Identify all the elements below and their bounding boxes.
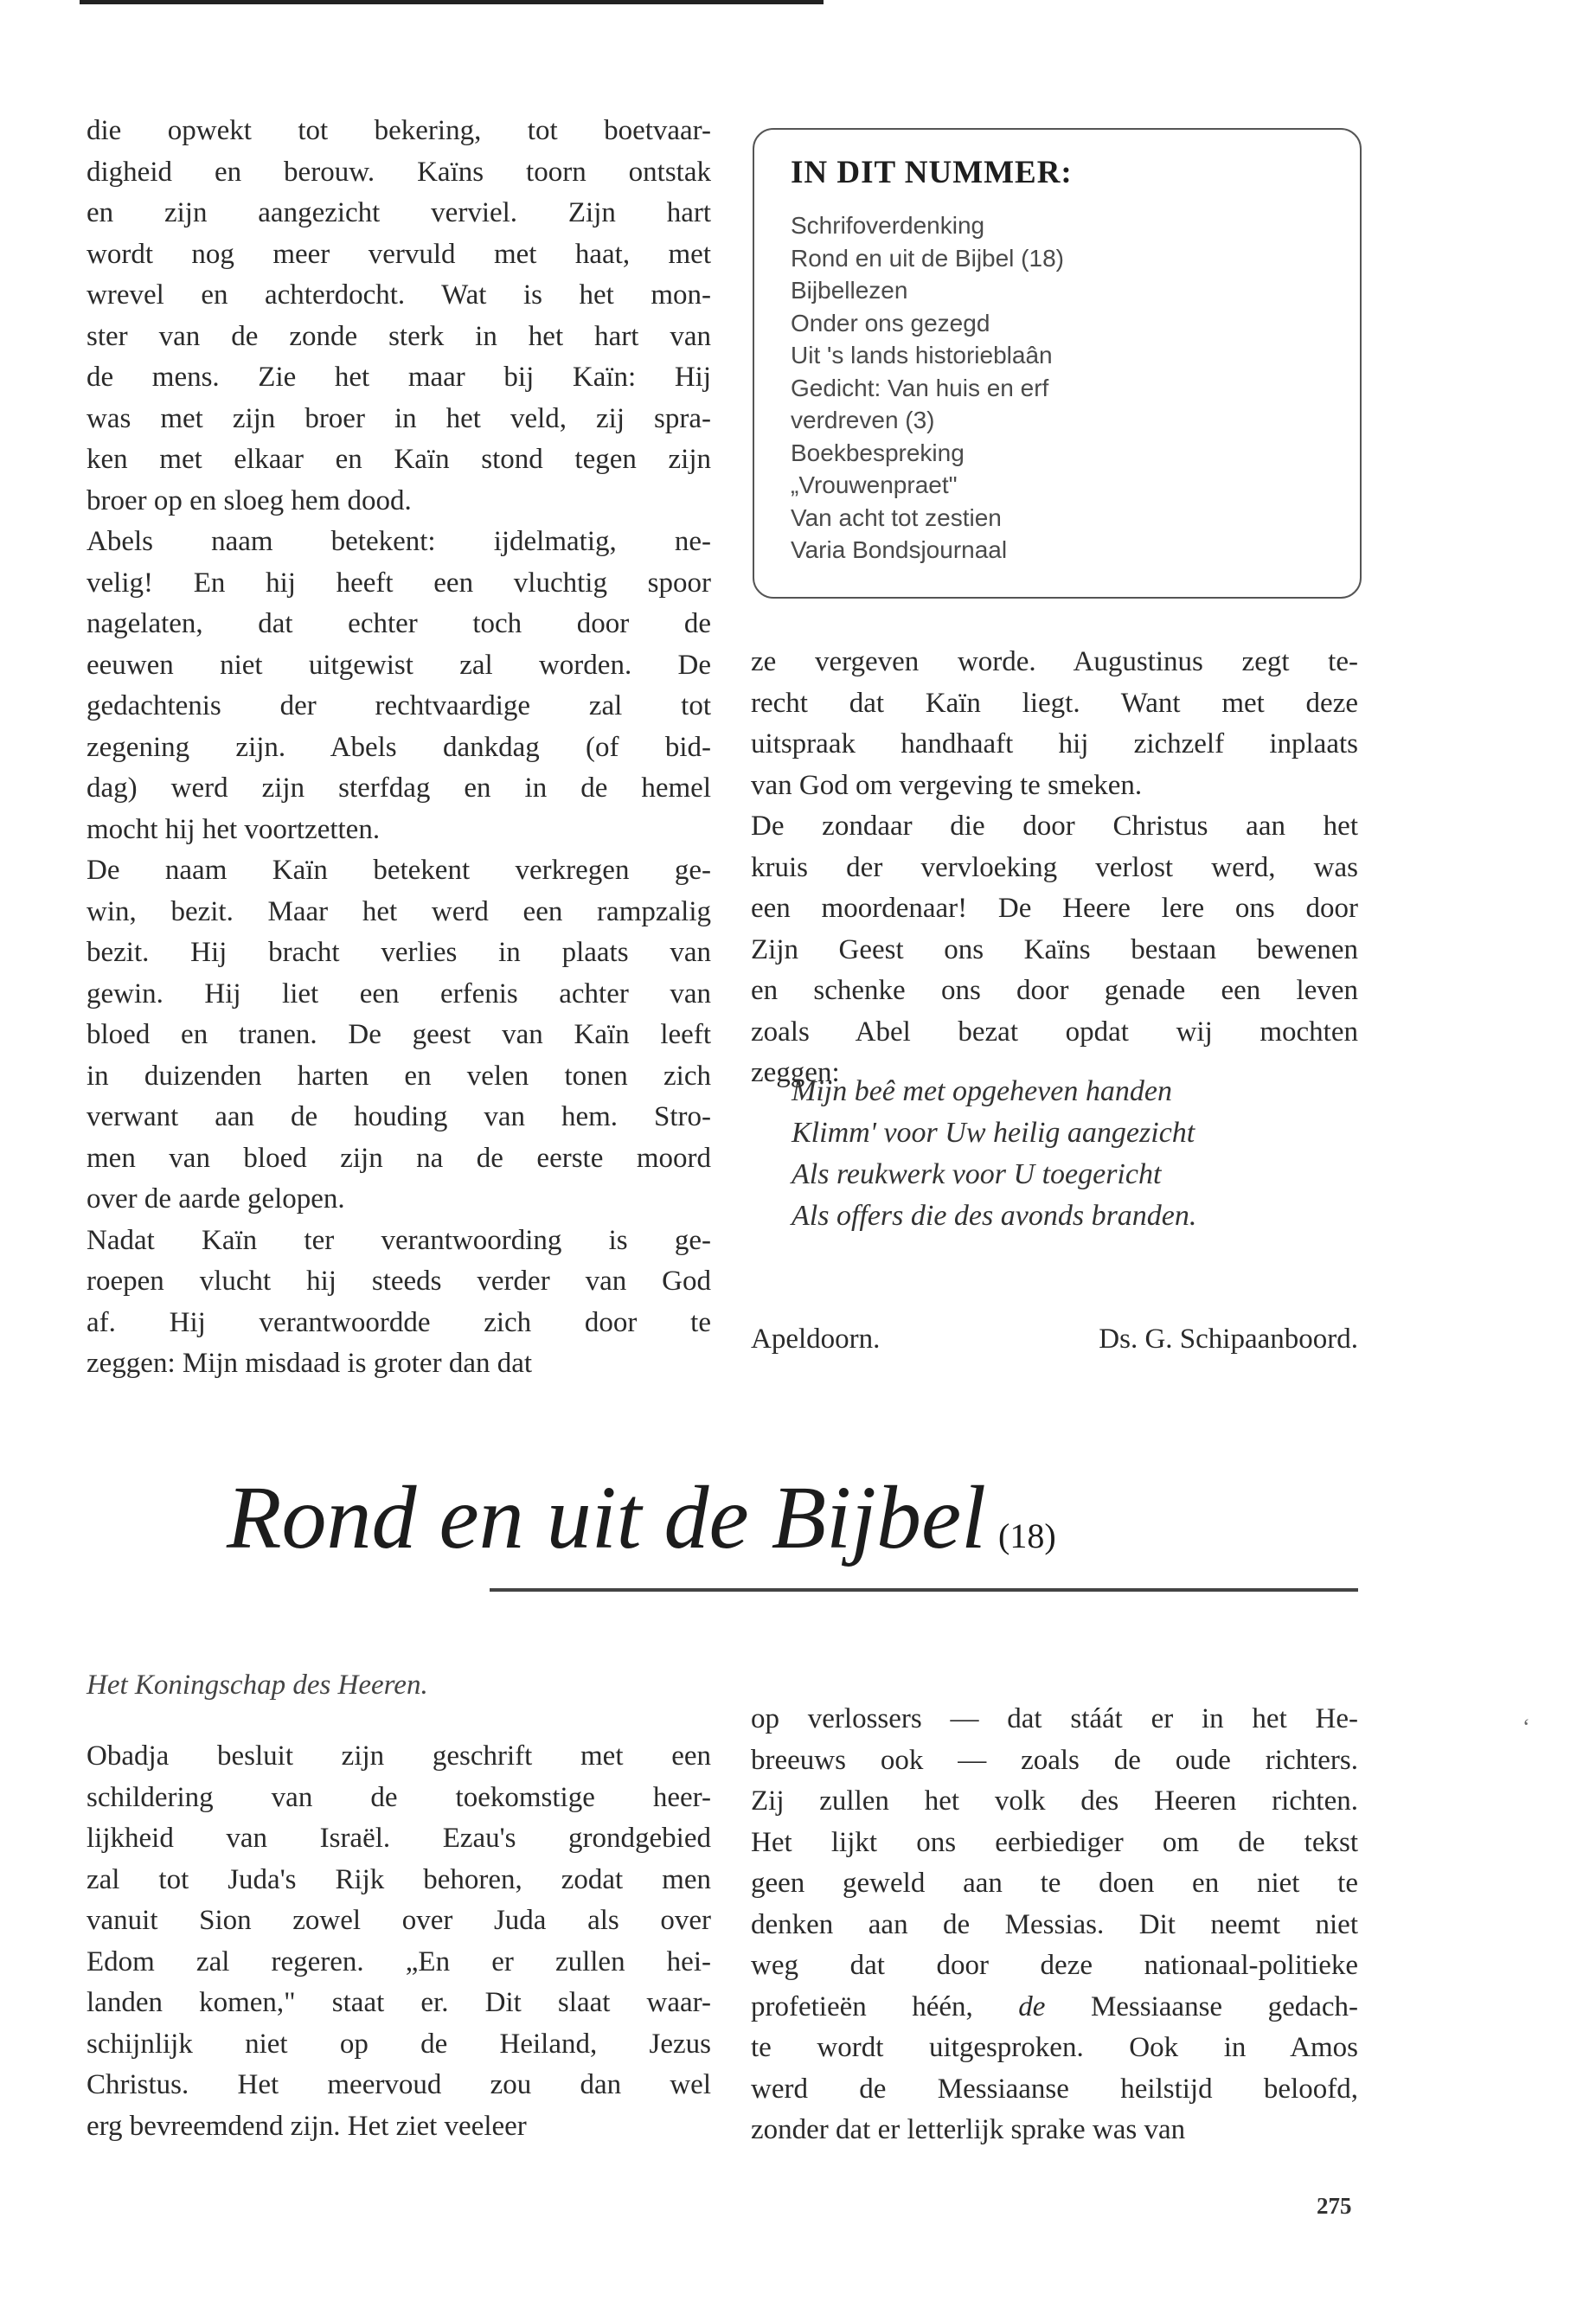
text-line: gedachtenis der rechtvaardige zal tot (87, 690, 711, 721)
contents-box (753, 128, 1362, 599)
text-line: landen komen," staat er. Dit slaat waar- (87, 1987, 711, 2018)
text-line: nagelaten, dat echter toch door de (87, 608, 711, 639)
text-line: Zij zullen het volk des Heeren richten. (751, 1785, 1358, 1817)
text-line: gewin. Hij liet een erfenis achter van (87, 977, 711, 1009)
text-line: roepen vlucht hij steeds verder van God (87, 1266, 711, 1297)
text-line: bezit. Hij bracht verlies in plaats van (87, 937, 711, 968)
text-line: dag) werd zijn sterfdag en in de hemel (87, 772, 711, 804)
contents-item: Uit 's lands historieblaân (791, 342, 1053, 369)
text-line: en schenke ons door genade een leven (751, 975, 1358, 1006)
text-line: geen geweld aan te doen en niet te (751, 1868, 1358, 1899)
text-line: Christus. Het meervoud zou dan wel (87, 2069, 711, 2100)
text-line: te wordt uitgesproken. Ook in Amos (751, 2032, 1358, 2063)
section-heading-title: Rond en uit de Bijbel (227, 1468, 987, 1567)
text-line: werd de Messiaanse heilstijd beloofd, (751, 2073, 1358, 2105)
contents-title: IN DIT NUMMER: (791, 155, 1073, 190)
text-line: Zijn Geest ons Kaïns bestaan bewenen (751, 933, 1358, 965)
contents-item: „Vrouwenpraet" (791, 471, 958, 498)
text-line: in duizenden harten en velen tonen zich (87, 1060, 711, 1092)
text-line: broer op en sloeg hem dood. (87, 484, 412, 516)
text-line: profetieën héén, de Messiaanse gedach- (751, 1990, 1358, 2022)
contents-list (791, 209, 1064, 567)
poem-line: Als offers die des avonds branden. (792, 1200, 1197, 1232)
text-line: af. Hij verantwoordde zich door te (87, 1306, 711, 1338)
text-line: mocht hij het voortzetten. (87, 813, 381, 845)
text-line: schildering van de toekomstige heer- (87, 1781, 711, 1813)
text-line: van God om vergeving te smeken. (751, 769, 1143, 801)
text-line: win, bezit. Maar het werd een rampzalig (87, 895, 711, 927)
contents-item: Van acht tot zestien (791, 503, 1002, 531)
text-line: zeggen: Mijn misdaad is groter dan dat (87, 1348, 533, 1379)
contents-item: Rond en uit de Bijbel (18) (791, 244, 1064, 272)
text-line: over de aarde gelopen. (87, 1183, 345, 1215)
text-line: wordt nog meer vervuld met haat, met (87, 238, 711, 270)
text-line: recht dat Kaïn liegt. Want met deze (751, 687, 1358, 719)
poem-line: Mijn beê met opgeheven handen (792, 1075, 1172, 1107)
contents-item: Varia Bondsjournaal (791, 536, 1008, 563)
text-line: De naam Kaïn betekent verkregen ge- (87, 855, 711, 886)
text-line: en zijn aangezicht verviel. Zijn hart (87, 197, 711, 228)
text-line: Nadat Kaïn ter verantwoording is ge- (87, 1224, 711, 1256)
text-line: erg bevreemdend zijn. Het ziet veeleer (87, 2110, 527, 2142)
page-number: 275 (1317, 2193, 1352, 2219)
text-line: zoals Abel bezat opdat wij mochten (751, 1016, 1358, 1048)
poem-line: Als reukwerk voor U toegericht (792, 1158, 1162, 1190)
contents-item: verdreven (3) (791, 407, 935, 433)
text-line: breeuws ook — zoals de oude richters. (751, 1744, 1358, 1776)
margin-mark: ʻ (1522, 1715, 1530, 1740)
text-line: velig! En hij heeft een vluchtig spoor (87, 567, 711, 599)
contents-item: Bijbellezen (791, 277, 908, 304)
text-line: was met zijn broer in het veld, zij spra- (87, 402, 711, 434)
heading-rule (490, 1588, 1358, 1592)
text-line: zonder dat er letterlijk sprake was van (751, 2114, 1186, 2145)
text-line: eeuwen niet uitgewist zal worden. De (87, 649, 711, 681)
column-left-bottom (87, 1736, 711, 2147)
contents-item: Onder ons gezegd (791, 309, 990, 336)
text-line: de mens. Zie het maar bij Kaïn: Hij (87, 362, 711, 393)
text-line: weg dat door deze nationaal-politieke (751, 1950, 1358, 1981)
text-line: Abels naam betekent: ijdelmatig, ne- (87, 526, 711, 557)
column-right-bottom (751, 1699, 1358, 2151)
text-line: lijkheid van Israël. Ezau's grondgebied (87, 1823, 711, 1854)
text-line: denken aan de Messias. Dit neemt niet (751, 1908, 1358, 1940)
text-line: kruis der vervloeking verlost werd, was (751, 851, 1358, 883)
text-line: verwant aan de houding van hem. Stro- (87, 1101, 711, 1132)
subheading: Het Koningschap des Heeren. (87, 1670, 428, 1701)
top-rule (80, 0, 824, 4)
text-line: vanuit Sion zowel over Juda als over (87, 1905, 711, 1936)
text-line: Edom zal regeren. „En er zullen hei- (87, 1945, 711, 1977)
text-line: zegening zijn. Abels dankdag (of bid- (87, 731, 711, 763)
section-heading-number: (18) (998, 1516, 1056, 1555)
text-line: ken met elkaar en Kaïn stond tegen zijn (87, 444, 711, 475)
text-line: een moordenaar! De Heere lere ons door (751, 893, 1358, 924)
signature-place: Apeldoorn. (751, 1324, 881, 1355)
text-line: die opwekt tot bekering, tot boetvaar- (87, 115, 711, 146)
text-line: ze vergeven worde. Augustinus zegt te- (751, 646, 1358, 677)
text-line: schijnlijk niet op de Heiland, Jezus (87, 2028, 711, 2060)
text-line: zeggen: (751, 1057, 840, 1088)
contents-item: Schrifoverdenking (791, 212, 985, 239)
text-line: zal tot Juda's Rijk behoren, zodat men (87, 1863, 711, 1895)
text-line: digheid en berouw. Kaïns toorn ontstak (87, 156, 711, 188)
text-line: men van bloed zijn na de eerste moord (87, 1142, 711, 1174)
text-line: ster van de zonde sterk in het hart van (87, 320, 711, 352)
contents-item: Boekbespreking (791, 439, 965, 466)
column-left-top (87, 111, 711, 1385)
signature-author: Ds. G. Schipaanboord. (1099, 1324, 1358, 1355)
section-heading (227, 1466, 1056, 1569)
poem (792, 1071, 1196, 1237)
text-line: op verlossers — dat stáát er in het He- (751, 1703, 1358, 1734)
text-line: Het lijkt ons eerbiediger om de tekst (751, 1826, 1358, 1858)
contents-item: Gedicht: Van huis en erf (791, 374, 1049, 401)
poem-line: Klimm' voor Uw heilig aangezicht (792, 1117, 1195, 1149)
text-line: uitspraak handhaaft hij zichzelf inplaats (751, 728, 1358, 760)
emphasis: de (1018, 1990, 1046, 2022)
text-line: bloed en tranen. De geest van Kaïn leeft (87, 1019, 711, 1050)
text-line: De zondaar die door Christus aan het (751, 811, 1358, 842)
text-line: wrevel en achterdocht. Wat is het mon- (87, 279, 711, 311)
text-line: Obadja besluit zijn geschrift met een (87, 1740, 711, 1772)
column-right-top (751, 642, 1358, 1094)
